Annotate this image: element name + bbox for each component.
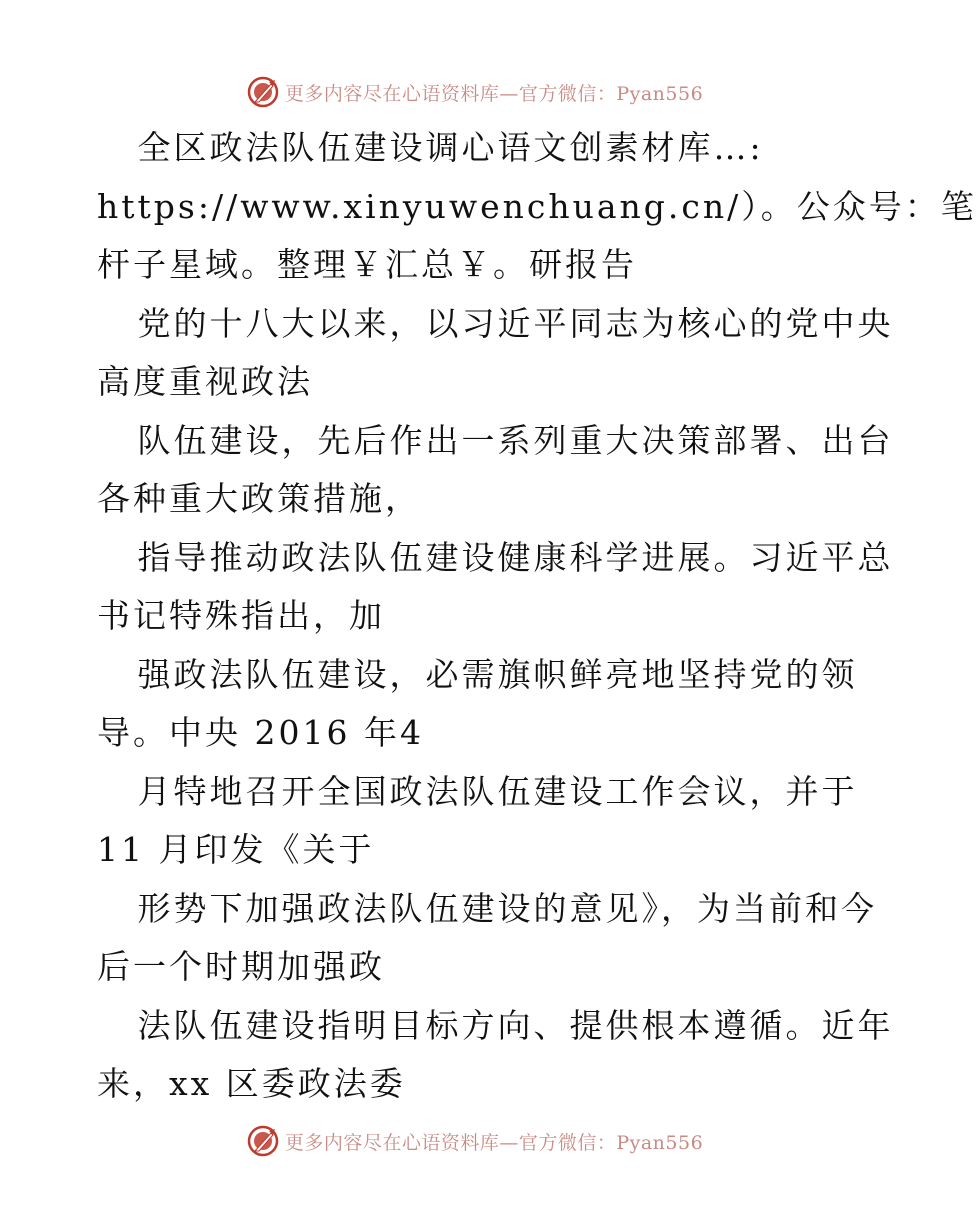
header-banner — [0, 72, 950, 112]
footer-banner-text: 更多内容尽在心语资料库—官方微信：Pyan556 — [284, 1131, 704, 1154]
text-line: 强政法队伍建设，必需旗帜鲜亮地坚持党的领 — [97, 654, 858, 694]
text-line: 形势下加强政法队伍建设的意见》，为当前和今 — [97, 888, 877, 928]
text-line: 11 月印发《关于 — [97, 830, 375, 869]
text-line: 党的十八大以来，以习近平同志为核心的党中央 — [97, 303, 894, 343]
text-line: 高度重视政法 — [97, 362, 313, 401]
quill-logo-icon — [247, 1125, 279, 1157]
footer-banner-content — [247, 1125, 703, 1157]
text-line: 书记特殊指出，加 — [97, 596, 385, 635]
text-line: 队伍建设，先后作出一系列重大决策部署、出台 — [97, 420, 894, 460]
header-banner-content — [247, 76, 703, 108]
text-line: 导。中央 2016 年4 — [97, 713, 424, 752]
text-line: 杆子星域。整理￥汇总￥。研报告 — [97, 245, 637, 284]
header-banner-text: 更多内容尽在心语资料库—官方微信：Pyan556 — [284, 82, 704, 105]
text-line: https://www.xinyuwenchuang.cn/）。公众号：笔 — [97, 186, 977, 226]
footer-banner — [0, 1121, 950, 1161]
document-body — [97, 119, 977, 1114]
quill-logo-icon — [247, 76, 279, 108]
text-line: 法队伍建设指明目标方向、提供根本遵循。近年 — [97, 1005, 894, 1045]
text-line: 月特地召开全国政法队伍建设工作会议，并于 — [97, 771, 858, 811]
text-line: 后一个时期加强政 — [97, 947, 385, 986]
text-line: 指导推动政法队伍建设健康科学进展。习近平总 — [97, 537, 894, 577]
text-line: 全区政法队伍建设调心语文创素材库…: — [97, 128, 764, 167]
text-line: 各种重大政策措施， — [97, 479, 421, 518]
text-line: 来，xx 区委政法委 — [97, 1064, 406, 1103]
